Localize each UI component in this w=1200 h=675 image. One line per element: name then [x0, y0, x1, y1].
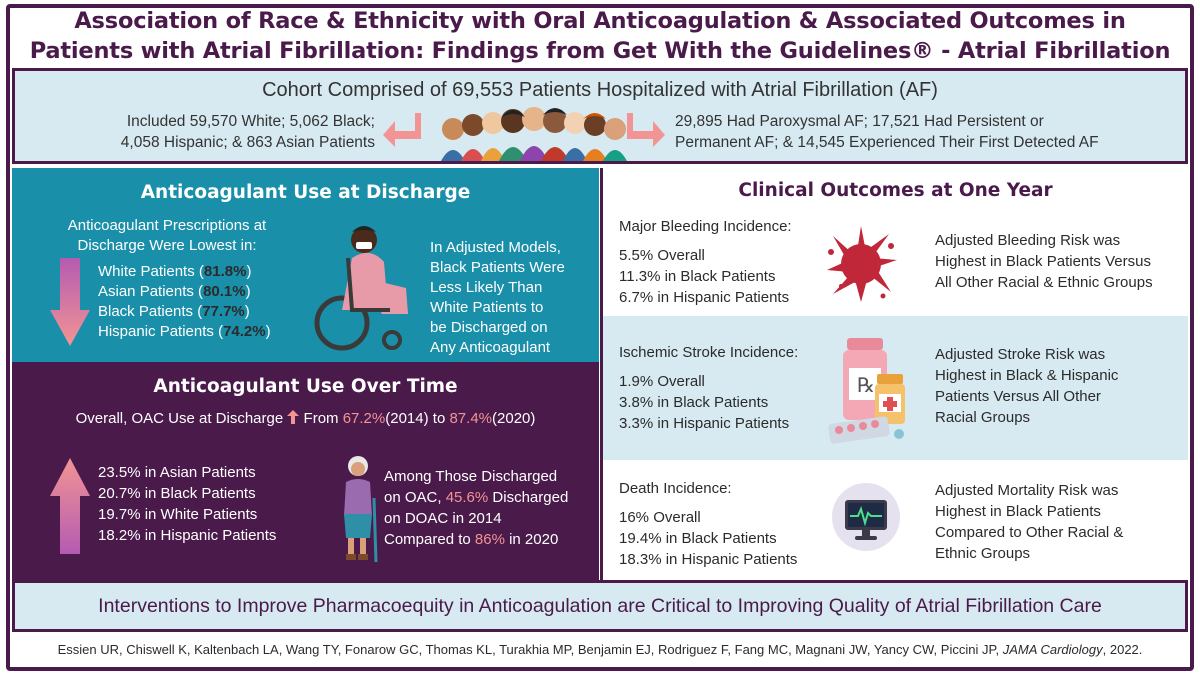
group-pct: 81.8% [203, 263, 247, 280]
cohort-left-line: 4,058 Hispanic; & 863 Asian Patients [120, 134, 375, 151]
row-title: Ischemic Stroke Incidence: [619, 344, 799, 361]
oac-2014-value: 67.2% [342, 410, 386, 427]
finding-line: Adjusted Mortality Risk was [935, 482, 1119, 499]
list-item: 3.8% in Black Patients [619, 394, 769, 411]
finding-line: Patients Versus All Other [935, 388, 1101, 405]
svg-text:℞: ℞ [857, 373, 875, 397]
finding-line: be Discharged on [430, 319, 548, 336]
group-label: Asian Patients [98, 283, 194, 300]
overall-oac-line [12, 410, 599, 427]
death-row [603, 460, 1188, 580]
over-time-panel [12, 362, 599, 580]
finding-line: Compared to Other Racial & [935, 524, 1124, 541]
finding-line: Black Patients Were [430, 259, 565, 276]
outcomes-panel [600, 168, 1188, 580]
group-pct: 77.7% [202, 303, 245, 320]
finding-line: Highest in Black & Hispanic [935, 367, 1119, 384]
doac-2020-value: 86% [474, 531, 505, 548]
list-item: 23.5% in Asian Patients [98, 464, 256, 481]
list-item: 1.9% Overall [619, 373, 705, 390]
finding-line: White Patients to [430, 299, 544, 316]
doac-finding [384, 466, 594, 550]
conclusion-banner: Interventions to Improve Pharmacoequity in Anticoagulation are Critical to Improving Quality of Atrial Fibrillation Care [12, 580, 1188, 632]
group-label: White Patients [98, 263, 195, 280]
title-line-2: Patients with Atrial Fibrillation: Findings from Get With the Guidelines® - Atrial Fibrillation [29, 38, 1171, 64]
oac-prefix: Overall, OAC Use at Discharge [75, 410, 284, 427]
cohort-section [12, 68, 1188, 164]
list-item: 5.5% Overall [619, 247, 705, 264]
list-item: 18.3% in Hispanic Patients [619, 551, 798, 568]
doac-2014-value: 45.6% [445, 489, 489, 506]
doac-line [384, 529, 594, 550]
finding-line: Racial Groups [935, 409, 1031, 426]
doac-text: in 2020 [509, 531, 559, 548]
finding-line: Less Likely Than [430, 279, 543, 296]
list-item: 16% Overall [619, 509, 701, 526]
stroke-row [603, 316, 1188, 460]
list-item: 18.2% in Hispanic Patients [98, 527, 277, 544]
stroke-stats [619, 342, 798, 434]
doac-text: on OAC, [384, 489, 442, 506]
heart-monitor-icon [831, 482, 901, 552]
row-title: Death Incidence: [619, 480, 732, 497]
turn-left-arrow-icon [379, 109, 423, 149]
list-item: 19.4% in Black Patients [619, 530, 777, 547]
citation-year: , 2022. [1102, 642, 1143, 657]
wheelchair-person-illustration [312, 218, 422, 353]
crowd-illustration [439, 99, 629, 161]
cohort-right-line: Permanent AF; & 14,545 Experienced Their First Detected AF [675, 134, 1099, 151]
death-finding [935, 480, 1180, 564]
finding-line: Any Anticoagulant [430, 339, 551, 356]
finding-line: Ethnic Groups [935, 545, 1031, 562]
discharge-subtitle-line: Anticoagulant Prescriptions at [67, 217, 267, 234]
citation [12, 642, 1188, 657]
list-item: 11.3% in Black Patients [619, 268, 776, 285]
discharge-heading: Anticoagulant Use at Discharge [140, 182, 471, 203]
doac-line: on DOAC in 2014 [384, 510, 502, 527]
group-pct: 74.2% [223, 323, 266, 340]
row-title: Major Bleeding Incidence: [619, 218, 792, 235]
citation-journal: JAMA Cardiology [1002, 642, 1103, 657]
over-time-heading: Anticoagulant Use Over Time [153, 376, 458, 397]
finding-line: Adjusted Stroke Risk was [935, 346, 1106, 363]
group-pct: 80.1% [203, 283, 246, 300]
doac-text: Discharged [492, 489, 569, 506]
finding-line: In Adjusted Models, [430, 239, 561, 256]
up-arrow-small-icon [287, 410, 299, 424]
discharge-subtitle-line: Discharge Were Lowest in: [77, 237, 257, 254]
list-item: 3.3% in Hispanic Patients [619, 415, 790, 432]
list-item: 19.7% in White Patients [98, 506, 258, 523]
oac-2014-year: (2014) to [385, 410, 446, 427]
discharge-subtitle [42, 216, 292, 256]
turn-right-arrow-icon [625, 109, 669, 149]
discharge-panel [12, 168, 599, 362]
oac-from: From [303, 410, 339, 427]
doac-line: Among Those Discharged [384, 468, 558, 485]
bleeding-row [603, 210, 1188, 316]
finding-line: Highest in Black Patients Versus [935, 253, 1151, 270]
finding-line: Adjusted Bleeding Risk was [935, 232, 1121, 249]
bleeding-stats [619, 216, 792, 308]
cohort-title: Cohort Comprised of 69,553 Patients Hospitalized with Atrial Fibrillation (AF) [262, 79, 938, 101]
cohort-left-line: Included 59,570 White; 5,062 Black; [126, 113, 375, 130]
discharge-adjusted-finding [430, 238, 595, 358]
citation-authors: Essien UR, Chiswell K, Kaltenbach LA, Wang TY, Fonarow GC, Thomas KL, Turakhia MP, Benjamin EJ, Rodriguez F, Fang MC, Magnani JW, Yancy CW, Piccini JP, [57, 642, 1000, 657]
down-arrow-icon [50, 258, 90, 346]
stroke-finding [935, 344, 1180, 428]
page-title [10, 6, 1190, 66]
list-item: Hispanic Patients (74.2%) [98, 323, 271, 340]
list-item: White Patients (81.8%) [98, 263, 252, 280]
list-item: Black Patients (77.7%) [98, 303, 250, 320]
group-label: Hispanic Patients [98, 323, 214, 340]
cohort-right-line: 29,895 Had Paroxysmal AF; 17,521 Had Persistent or [675, 113, 1044, 130]
finding-line: Highest in Black Patients [935, 503, 1101, 520]
list-item: 6.7% in Hispanic Patients [619, 289, 790, 306]
list-item: Asian Patients (80.1%) [98, 283, 251, 300]
finding-line: All Other Racial & Ethnic Groups [935, 274, 1153, 291]
group-label: Black Patients [98, 303, 194, 320]
doac-line [384, 487, 594, 508]
discharge-group-list [98, 262, 271, 342]
outcomes-heading: Clinical Outcomes at One Year [738, 180, 1053, 201]
list-item: 20.7% in Black Patients [98, 485, 256, 502]
elderly-woman-illustration [336, 454, 380, 564]
pill-bottles-icon [825, 334, 915, 444]
oac-2020-year: (2020) [492, 410, 536, 427]
cohort-race-counts [55, 111, 375, 153]
blood-splatter-icon [821, 222, 901, 302]
cohort-af-types [675, 111, 1175, 153]
bleeding-finding [935, 230, 1180, 293]
oac-2020-value: 87.4% [449, 410, 493, 427]
death-stats [619, 478, 797, 570]
doac-text: Compared to [384, 531, 471, 548]
title-line-1: Association of Race & Ethnicity with Oral Anticoagulation & Associated Outcomes in [74, 8, 1126, 34]
oac-increase-list [98, 462, 276, 546]
up-arrow-icon [50, 458, 90, 554]
